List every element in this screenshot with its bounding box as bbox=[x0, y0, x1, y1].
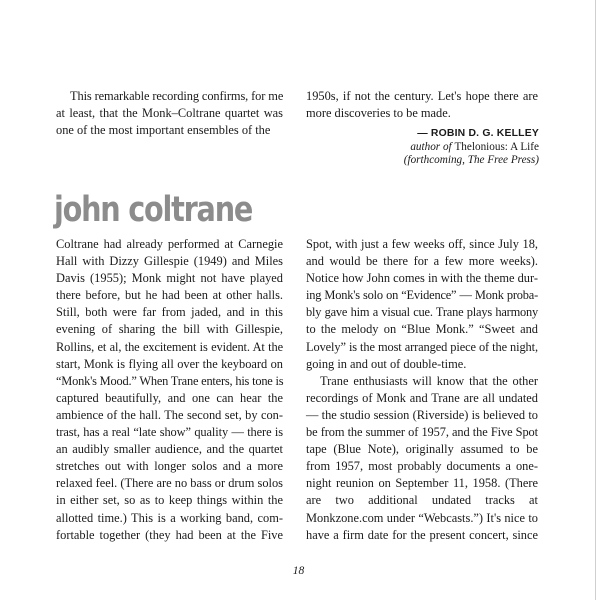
attribution-role-prefix: author of bbox=[410, 140, 455, 153]
text-line: trast, has a real “late show” quality — there is bbox=[56, 425, 283, 440]
text-line: — the studio session (Riverside) is believed to bbox=[306, 407, 538, 422]
text-line: have a firm date for the present concert, since bbox=[306, 527, 538, 542]
text-line: an audibly smaller audience, and the quartet bbox=[56, 442, 283, 457]
text-line: relaxed feel. (There are no bass or drum solos bbox=[56, 476, 283, 491]
intro-paragraph-left bbox=[56, 88, 283, 139]
body-column-right bbox=[306, 236, 538, 544]
attribution-name: — ROBIN D. G. KELLEY bbox=[417, 128, 539, 139]
text-line: Hall with Dizzy Gillespie (1949) and Miles bbox=[56, 254, 283, 269]
page-edge-line bbox=[595, 0, 596, 600]
text-line: more discoveries to be made. bbox=[306, 106, 451, 121]
text-line: stretches out with longer solos and a more bbox=[56, 459, 283, 474]
text-line: recordings of Monk and Trane are all undated bbox=[306, 390, 538, 405]
text-line: This remarkable recording confirms, for me bbox=[70, 89, 284, 103]
text-line: allotted time.) This is a working band, com- bbox=[56, 510, 283, 525]
page-number: 18 bbox=[292, 565, 305, 577]
text-line: in either set, so as to keep things within the bbox=[56, 493, 283, 508]
intro-paragraph-right bbox=[306, 88, 538, 122]
text-line: there before, but he had been at other halls. bbox=[56, 288, 283, 303]
text-line: be from the summer of 1957, and the Five Spot bbox=[306, 425, 538, 440]
text-line: captured beautifully, and one can hear the bbox=[56, 390, 283, 405]
text-line: Rollins, et al, the excitement is evident. At the bbox=[56, 339, 283, 354]
text-line: bly gave him a visual cue. Trane plays harmony bbox=[306, 305, 538, 320]
text-line: Coltrane had already performed at Carnegie bbox=[56, 237, 283, 251]
text-line: evening of sharing the bill with Gillespie, bbox=[56, 322, 283, 337]
text-line: night reunion on September 11, 1958. (There bbox=[306, 476, 538, 491]
attribution bbox=[404, 127, 539, 168]
text-line: Davis (1955); Monk might not have played bbox=[56, 271, 283, 286]
text-line: ing Monk's solo on “Evidence” — Monk proba- bbox=[306, 288, 538, 303]
text-line: and would be there for a few more weeks). bbox=[306, 254, 538, 269]
text-line: from 1957, most probably documents a one- bbox=[306, 459, 538, 474]
attribution-role bbox=[404, 141, 539, 155]
text-line: at least, that the Monk–Coltrane quartet was bbox=[56, 106, 283, 121]
text-line: Spot, with just a few weeks off, since July 18, bbox=[306, 237, 538, 251]
text-line: tape (Blue Note), originally assumed to be bbox=[306, 442, 538, 457]
text-line: Lovely” is the most arranged piece of the night, bbox=[306, 339, 538, 354]
text-line: “Monk's Mood.” When Trane enters, his tone is bbox=[56, 373, 284, 388]
text-line: Still, both were far from jaded, and in this bbox=[56, 305, 283, 320]
section-heading: john coltrane bbox=[54, 190, 253, 230]
text-line: Notice how John comes in with the theme dur- bbox=[306, 271, 538, 286]
text-line: 1950s, if not the century. Let's hope there are bbox=[306, 89, 538, 103]
text-line: Monkzone.com under “Webcasts.”) It's nice to bbox=[306, 510, 538, 525]
attribution-publication-note: (forthcoming, The Free Press) bbox=[403, 154, 539, 167]
text-line: are two additional undated tracks at bbox=[306, 493, 538, 508]
text-line: to the melody on “Blue Monk.” “Sweet and bbox=[306, 322, 538, 337]
attribution-book-title: Thelonious: A Life bbox=[454, 140, 539, 153]
text-line: going in and out of double-time. bbox=[306, 356, 467, 371]
text-line: one of the most important ensembles of the bbox=[56, 123, 271, 138]
text-line: start, Monk is flying all over the keyboard on bbox=[56, 356, 283, 371]
body-column-left bbox=[56, 236, 283, 544]
text-line: Trane enthusiasts will know that the other bbox=[320, 373, 538, 388]
text-line: fortable together (they had been at the Five bbox=[56, 527, 283, 542]
text-line: ambience of the hall. The second set, by con- bbox=[56, 407, 283, 422]
